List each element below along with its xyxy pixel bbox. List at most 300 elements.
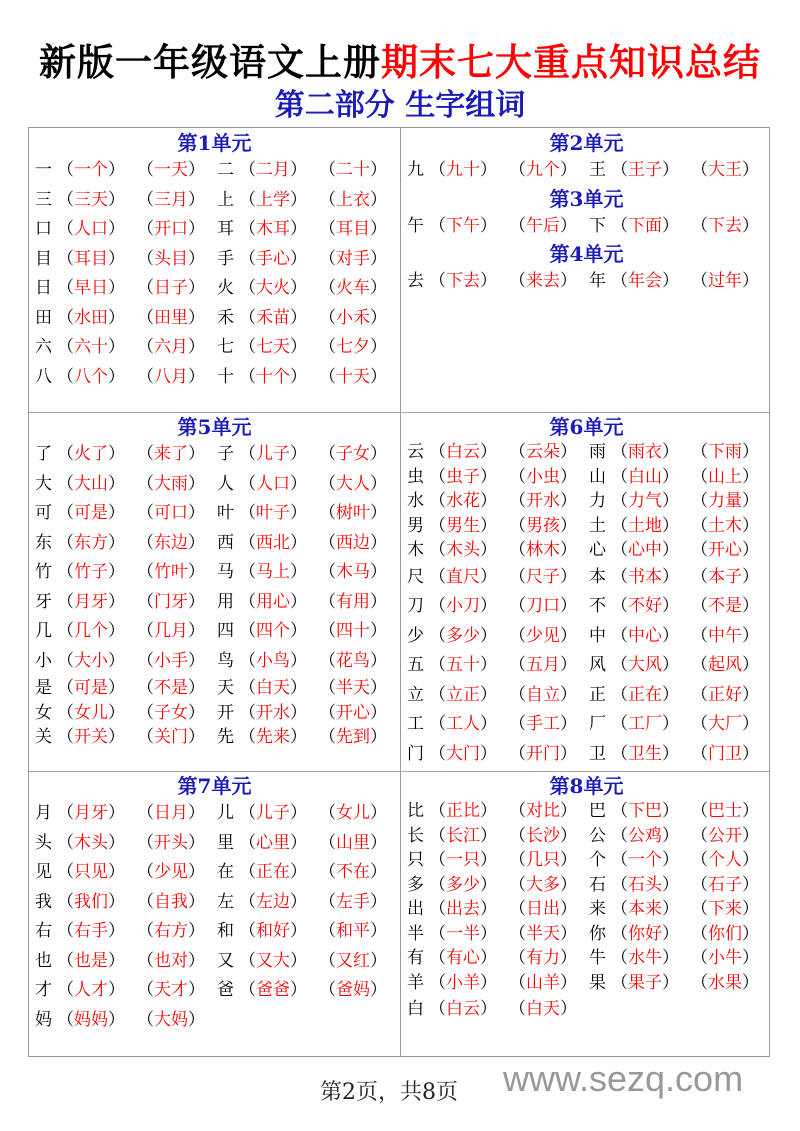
word-text: 花鸟 — [336, 650, 370, 671]
word-text: 开关 — [74, 727, 108, 747]
word-text: 月牙 — [74, 803, 108, 823]
word-text: 公开 — [708, 825, 742, 846]
character-entry — [407, 995, 589, 1025]
compound-word: （对手） — [319, 248, 387, 269]
word-row — [29, 647, 400, 677]
character-entry — [589, 946, 771, 971]
word-text: 九个 — [526, 160, 560, 180]
compound-word: （左边） — [239, 891, 307, 912]
word-text: 四个 — [256, 621, 290, 641]
word-text: 多少 — [446, 625, 480, 646]
word-text: 用心 — [256, 591, 290, 612]
compound-word: （中心） — [611, 625, 679, 646]
compound-word: （大多） — [509, 874, 577, 895]
character-entry — [407, 824, 589, 849]
compound-word: （水牛） — [611, 948, 679, 968]
character-entry — [35, 647, 217, 677]
character-entry — [35, 156, 217, 186]
character-entry — [35, 725, 217, 750]
word-text: 山羊 — [526, 972, 560, 993]
compound-word: （山羊） — [509, 972, 577, 993]
compound-word: （西北） — [239, 532, 307, 553]
character-entry — [35, 888, 217, 918]
word-text: 中午 — [708, 625, 742, 646]
character: 又 — [217, 950, 234, 971]
character: 中 — [589, 625, 606, 646]
word-text: 长沙 — [526, 825, 560, 846]
word-text: 手心 — [256, 248, 290, 269]
compound-word: （下去） — [429, 271, 497, 291]
word-text: 来去 — [526, 271, 560, 291]
character: 巴 — [589, 801, 606, 821]
compound-word: （下巴） — [611, 801, 679, 821]
word-text: 正在 — [256, 862, 290, 882]
compound-word: （果子） — [611, 972, 679, 993]
word-text: 也对 — [154, 950, 188, 971]
character: 我 — [35, 891, 52, 912]
character: 小 — [35, 650, 52, 671]
word-row — [29, 333, 400, 363]
character: 在 — [217, 862, 234, 882]
word-text: 正在 — [628, 684, 662, 705]
character-entry — [217, 156, 399, 186]
character-entry — [589, 922, 771, 947]
word-text: 左手 — [336, 891, 370, 912]
word-text: 二十 — [336, 160, 370, 180]
page-subtitle: 第二部分 生字组词 — [274, 88, 526, 123]
character-entry — [407, 156, 589, 186]
word-text: 小牛 — [708, 948, 742, 968]
compound-word: （先来） — [239, 727, 307, 747]
word-text: 力气 — [628, 491, 662, 511]
character: 四 — [217, 621, 234, 641]
character: 才 — [35, 980, 52, 1000]
character-entry — [589, 651, 771, 681]
word-text: 我们 — [74, 891, 108, 912]
character-entry — [217, 186, 399, 216]
word-row — [29, 701, 400, 726]
character-entry — [217, 363, 399, 393]
word-text: 树叶 — [336, 503, 370, 523]
character: 关 — [35, 727, 52, 747]
character-entry — [217, 799, 399, 829]
compound-word: （四十） — [319, 621, 387, 641]
character: 东 — [35, 532, 52, 553]
word-text: 五月 — [526, 655, 560, 675]
word-row — [401, 897, 772, 922]
word-text: 下去 — [446, 271, 480, 291]
word-text: 九十 — [446, 160, 480, 180]
word-text: 大山 — [74, 473, 108, 494]
compound-word: （直尺） — [429, 566, 497, 587]
compound-word: （大山） — [57, 473, 125, 494]
compound-word: （过年） — [691, 271, 759, 291]
character-entry — [407, 922, 589, 947]
word-text: 竹子 — [74, 562, 108, 582]
word-row — [29, 440, 400, 470]
compound-word: （大厂） — [691, 714, 759, 734]
compound-word: （开心） — [691, 540, 759, 560]
word-row — [29, 499, 400, 529]
compound-word: （二十） — [319, 160, 387, 180]
compound-word: （石头） — [611, 874, 679, 895]
character-entry — [35, 588, 217, 618]
word-text: 下巴 — [628, 801, 662, 821]
character: 鸟 — [217, 650, 234, 671]
word-text: 一个 — [74, 160, 108, 180]
character: 开 — [217, 702, 234, 723]
word-text: 右方 — [154, 921, 188, 941]
character-entry — [217, 976, 399, 1006]
word-row — [401, 710, 772, 740]
compound-word: （正在） — [611, 684, 679, 705]
word-row — [401, 465, 772, 490]
compound-word: （小虫） — [509, 466, 577, 487]
word-row — [29, 976, 400, 1006]
character: 是 — [35, 678, 52, 698]
compound-word: （土地） — [611, 515, 679, 536]
compound-word: （小刀） — [429, 596, 497, 616]
unit-1-cell — [29, 130, 400, 392]
compound-word: （小牛） — [691, 948, 759, 968]
character-entry — [407, 440, 589, 465]
word-text: 西北 — [256, 532, 290, 553]
character: 耳 — [217, 219, 234, 239]
character-entry — [35, 701, 217, 726]
compound-word: （木头） — [429, 540, 497, 560]
word-row — [29, 470, 400, 500]
compound-word: （天才） — [137, 980, 205, 1000]
compound-word: （也是） — [57, 950, 125, 971]
word-text: 水花 — [446, 491, 480, 511]
character: 你 — [589, 923, 606, 944]
compound-word: （开门） — [509, 743, 577, 764]
word-text: 和平 — [336, 921, 370, 941]
word-text: 土木 — [708, 515, 742, 536]
compound-word: （子女） — [319, 444, 387, 464]
word-text: 男孩 — [526, 515, 560, 536]
compound-word: （年会） — [611, 271, 679, 291]
word-text: 大厂 — [708, 714, 742, 734]
watermark: www.sezq.com — [503, 1058, 744, 1099]
word-text: 大多 — [526, 874, 560, 895]
unit-title: 第7单元 — [177, 774, 252, 798]
word-text: 男生 — [446, 515, 480, 536]
unit-title: 第5单元 — [177, 415, 252, 439]
word-text: 人口 — [74, 219, 108, 239]
character: 也 — [35, 950, 52, 971]
character: 出 — [407, 899, 424, 919]
character: 刀 — [407, 596, 424, 616]
word-text: 木头 — [74, 832, 108, 853]
word-text: 有心 — [446, 948, 480, 968]
word-text: 一半 — [446, 923, 480, 944]
word-text: 心里 — [256, 832, 290, 853]
word-text: 女儿 — [336, 803, 370, 823]
compound-word: （你好） — [611, 923, 679, 944]
compound-word: （可是） — [57, 503, 125, 523]
word-text: 子女 — [336, 444, 370, 464]
compound-word: （大雨） — [137, 473, 205, 494]
word-text: 日月 — [154, 803, 188, 823]
compound-word: （白天） — [239, 678, 307, 698]
character-entry — [217, 829, 399, 859]
compound-word: （田里） — [137, 307, 205, 328]
compound-word: （右方） — [137, 921, 205, 941]
word-text: 六十 — [74, 337, 108, 357]
character-entry — [589, 710, 771, 740]
word-text: 自我 — [154, 891, 188, 912]
compound-word: （土木） — [691, 515, 759, 536]
character-entry — [217, 725, 399, 750]
character: 年 — [589, 271, 606, 291]
compound-word: （木马） — [319, 562, 387, 582]
compound-word: （水田） — [57, 307, 125, 328]
character: 雨 — [589, 442, 606, 462]
word-row — [401, 563, 772, 593]
compound-word: （东边） — [137, 532, 205, 553]
word-row — [29, 558, 400, 588]
character: 羊 — [407, 972, 424, 993]
compound-word: （木头） — [57, 832, 125, 853]
compound-word: （大门） — [429, 743, 497, 764]
character: 去 — [407, 271, 424, 291]
word-row — [29, 363, 400, 393]
page-title — [0, 38, 800, 88]
word-text: 雨衣 — [628, 442, 662, 462]
compound-word: （四个） — [239, 621, 307, 641]
word-text: 不在 — [336, 862, 370, 882]
character-entry — [217, 917, 399, 947]
character: 牛 — [589, 948, 606, 968]
character-entry — [589, 156, 771, 186]
compound-word: （大小） — [57, 650, 125, 671]
compound-word: （可口） — [137, 503, 205, 523]
compound-word: （小鸟） — [239, 650, 307, 671]
word-text: 女儿 — [74, 702, 108, 723]
compound-word: （力量） — [691, 491, 759, 511]
compound-word: （巴士） — [691, 801, 759, 821]
compound-word: （白天） — [509, 999, 577, 1019]
character: 儿 — [217, 803, 234, 823]
character-entry — [407, 212, 589, 242]
compound-word: （起风） — [691, 655, 759, 675]
character-entry — [35, 947, 217, 977]
compound-word: （下来） — [691, 899, 759, 919]
word-text: 果子 — [628, 972, 662, 993]
row-divider — [29, 771, 769, 772]
word-text: 书本 — [628, 566, 662, 587]
character-entry — [35, 799, 217, 829]
word-text: 白山 — [628, 466, 662, 487]
word-row — [401, 267, 772, 297]
character: 只 — [407, 850, 424, 870]
word-text: 四十 — [336, 621, 370, 641]
character-entry — [35, 499, 217, 529]
word-row — [401, 995, 772, 1025]
word-text: 下午 — [446, 215, 480, 236]
word-text: 石子 — [708, 874, 742, 895]
compound-word: （六月） — [137, 337, 205, 357]
word-text: 开水 — [256, 702, 290, 723]
compound-word: （几个） — [57, 621, 125, 641]
character-entry — [407, 799, 589, 824]
word-text: 心中 — [628, 540, 662, 560]
word-text: 年会 — [628, 271, 662, 291]
compound-word: （刀口） — [509, 596, 577, 616]
compound-word: （白山） — [611, 466, 679, 487]
character: 几 — [35, 621, 52, 641]
character: 下 — [589, 215, 606, 236]
unit-title: 第8单元 — [549, 774, 624, 798]
word-text: 虫子 — [446, 466, 480, 487]
word-text: 出去 — [446, 899, 480, 919]
compound-word: （五十） — [429, 655, 497, 675]
compound-word: （女儿） — [319, 803, 387, 823]
word-text: 工厂 — [628, 714, 662, 734]
character-entry — [217, 215, 399, 245]
character-entry — [589, 489, 771, 514]
character-entry — [589, 440, 771, 465]
compound-word: （用心） — [239, 591, 307, 612]
word-row — [401, 514, 772, 539]
word-text: 三天 — [74, 189, 108, 210]
compound-word: （长江） — [429, 825, 497, 846]
unit-6-cell — [401, 414, 772, 769]
character: 果 — [589, 972, 606, 993]
compound-word: （不好） — [611, 596, 679, 616]
character: 口 — [35, 219, 52, 239]
compound-word: （半天） — [319, 678, 387, 698]
word-row — [29, 858, 400, 888]
character: 多 — [407, 874, 424, 895]
compound-word: （开头） — [137, 832, 205, 853]
compound-word: （不在） — [319, 862, 387, 882]
word-text: 不是 — [154, 678, 188, 698]
character-entry — [35, 186, 217, 216]
word-text: 一只 — [446, 850, 480, 870]
character-entry — [589, 592, 771, 622]
word-text: 爸爸 — [256, 980, 290, 1000]
compound-word: （儿子） — [239, 803, 307, 823]
word-row — [401, 799, 772, 824]
word-row — [29, 529, 400, 559]
character-entry — [589, 873, 771, 898]
character: 云 — [407, 442, 424, 462]
compound-word: （少见） — [137, 862, 205, 882]
compound-word: （不是） — [691, 596, 759, 616]
compound-word: （有心） — [429, 948, 497, 968]
character-entry — [589, 799, 771, 824]
character-entry — [35, 617, 217, 647]
compound-word: （又红） — [319, 950, 387, 971]
word-text: 下雨 — [708, 442, 742, 462]
character-entry — [35, 215, 217, 245]
character: 和 — [217, 921, 234, 941]
compound-word: （子女） — [137, 702, 205, 723]
compound-word: （出去） — [429, 899, 497, 919]
word-text: 一个 — [628, 850, 662, 870]
word-text: 手工 — [526, 714, 560, 734]
character-entry — [35, 858, 217, 888]
word-text: 土地 — [628, 515, 662, 536]
compound-word: （木耳） — [239, 219, 307, 239]
compound-word: （云朵） — [509, 442, 577, 462]
compound-word: （一个） — [57, 160, 125, 180]
word-text: 一天 — [154, 160, 188, 180]
word-text: 开头 — [154, 832, 188, 853]
character: 白 — [407, 999, 424, 1019]
compound-word: （心中） — [611, 540, 679, 560]
compound-word: （爸爸） — [239, 980, 307, 1000]
compound-word: （又大） — [239, 950, 307, 971]
compound-word: （花鸟） — [319, 650, 387, 671]
word-row — [29, 156, 400, 186]
compound-word: （马上） — [239, 562, 307, 582]
word-text: 正好 — [708, 684, 742, 705]
word-text: 大雨 — [154, 473, 188, 494]
compound-word: （有力） — [509, 948, 577, 968]
compound-word: （日月） — [137, 803, 205, 823]
word-text: 大火 — [256, 278, 290, 298]
compound-word: （六十） — [57, 337, 125, 357]
word-text: 叶子 — [256, 503, 290, 523]
word-text: 不是 — [708, 596, 742, 616]
character: 个 — [589, 850, 606, 870]
character-entry — [35, 333, 217, 363]
character-entry — [217, 701, 399, 726]
word-text: 禾苗 — [256, 307, 290, 328]
word-text: 大风 — [628, 655, 662, 675]
word-text: 可是 — [74, 503, 108, 523]
character: 山 — [589, 466, 606, 487]
word-text: 大人 — [336, 473, 370, 494]
word-text: 月牙 — [74, 591, 108, 612]
character-entry — [407, 681, 589, 711]
compound-word: （小手） — [137, 650, 205, 671]
compound-word: （右手） — [57, 921, 125, 941]
word-text: 水牛 — [628, 948, 662, 968]
word-text: 个人 — [708, 850, 742, 870]
word-row — [401, 212, 772, 242]
character: 七 — [217, 337, 234, 357]
word-text: 早日 — [74, 278, 108, 298]
compound-word: （西边） — [319, 532, 387, 553]
character: 十 — [217, 366, 234, 387]
character: 八 — [35, 366, 52, 387]
character: 西 — [217, 532, 234, 553]
compound-word: （一天） — [137, 160, 205, 180]
word-text: 白天 — [256, 678, 290, 698]
compound-word: （水果） — [691, 972, 759, 993]
compound-word: （只见） — [57, 862, 125, 882]
unit-7-cell — [29, 773, 400, 1035]
character-entry — [35, 440, 217, 470]
compound-word: （人才） — [57, 980, 125, 1000]
compound-word: （午后） — [509, 215, 577, 236]
word-text: 上衣 — [336, 189, 370, 210]
word-row — [401, 824, 772, 849]
character: 叶 — [217, 503, 234, 523]
character-entry — [35, 470, 217, 500]
compound-word: （关门） — [137, 727, 205, 747]
word-row — [401, 592, 772, 622]
word-text: 水田 — [74, 307, 108, 328]
word-text: 来了 — [154, 444, 188, 464]
word-text: 正比 — [446, 801, 480, 821]
unit-2-4-cell — [401, 130, 772, 297]
compound-word: （有用） — [319, 591, 387, 612]
